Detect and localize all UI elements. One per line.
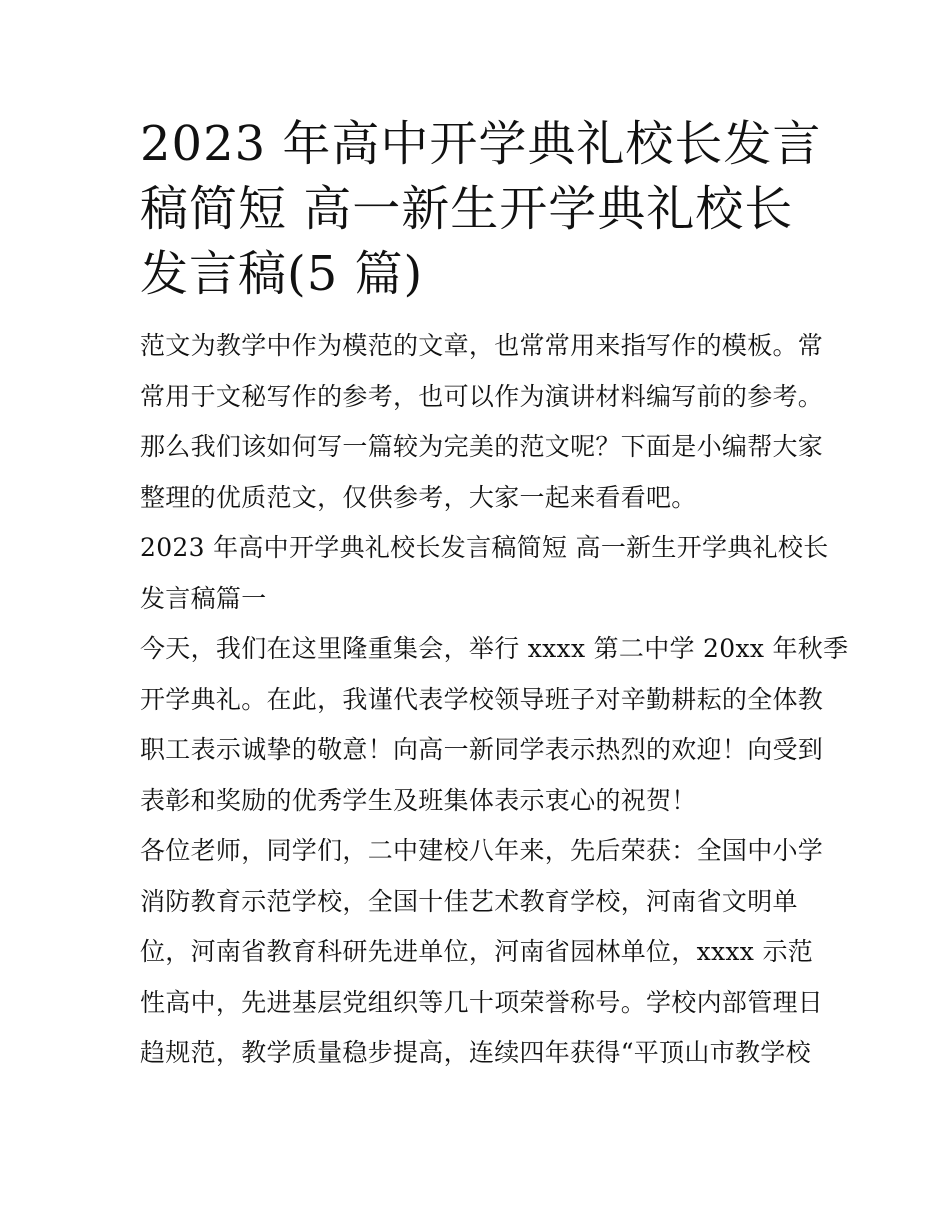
text-line: 今天，我们在这里隆重集会，举行 xxxx 第二中学 20xx 年秋季 — [140, 634, 849, 663]
text-line: 表彰和奖励的优秀学生及班集体表示衷心的祝贺！ — [140, 785, 697, 815]
title-line: 2023 年高中开学典礼校长发言 — [140, 116, 822, 172]
body-paragraph — [140, 624, 849, 826]
document-title — [140, 112, 820, 307]
text-line: 消防教育示范学校，全国十佳艺术教育学校，河南省文明单 — [140, 886, 798, 916]
text-line: 各位老师，同学们，二中建校八年来，先后荣获：全国中小学 — [140, 836, 824, 865]
text-line: 2023 年高中开学典礼校长发言稿简短 高一新生开学典礼校长 — [140, 533, 829, 562]
text-line: 范文为教学中作为模范的文章，也常常用来指写作的模板。常 — [140, 331, 824, 360]
text-line: 性高中，先进基层党组织等几十项荣誉称号。学校内部管理日 — [140, 987, 824, 1017]
text-line: 位，河南省教育科研先进单位，河南省园林单位，xxxx 示范 — [140, 937, 814, 966]
body-paragraph — [140, 826, 824, 1079]
text-line: 常用于文秘写作的参考，也可以作为演讲材料编写前的参考。 — [140, 381, 824, 411]
document-page — [140, 112, 849, 1079]
intro-paragraph — [140, 321, 824, 523]
title-line: 稿简短 高一新生开学典礼校长 — [140, 181, 794, 237]
text-line: 趋规范，教学质量稳步提高，连续四年获得“平顶山市教学校 — [140, 1038, 811, 1067]
text-line: 那么我们该如何写一篇较为完美的范文呢？下面是小编帮大家 — [140, 432, 824, 461]
section-heading — [140, 523, 829, 624]
document-body — [140, 321, 849, 1079]
text-line: 职工表示诚挚的敬意！向高一新同学表示热烈的欢迎！向受到 — [140, 735, 824, 764]
text-line: 发言稿篇一 — [140, 583, 267, 613]
title-line: 发言稿(5 篇) — [140, 246, 424, 302]
text-line: 开学典礼。在此，我谨代表学校领导班子对辛勤耕耘的全体教 — [140, 684, 824, 714]
text-line: 整理的优质范文，仅供参考，大家一起来看看吧。 — [140, 482, 697, 512]
